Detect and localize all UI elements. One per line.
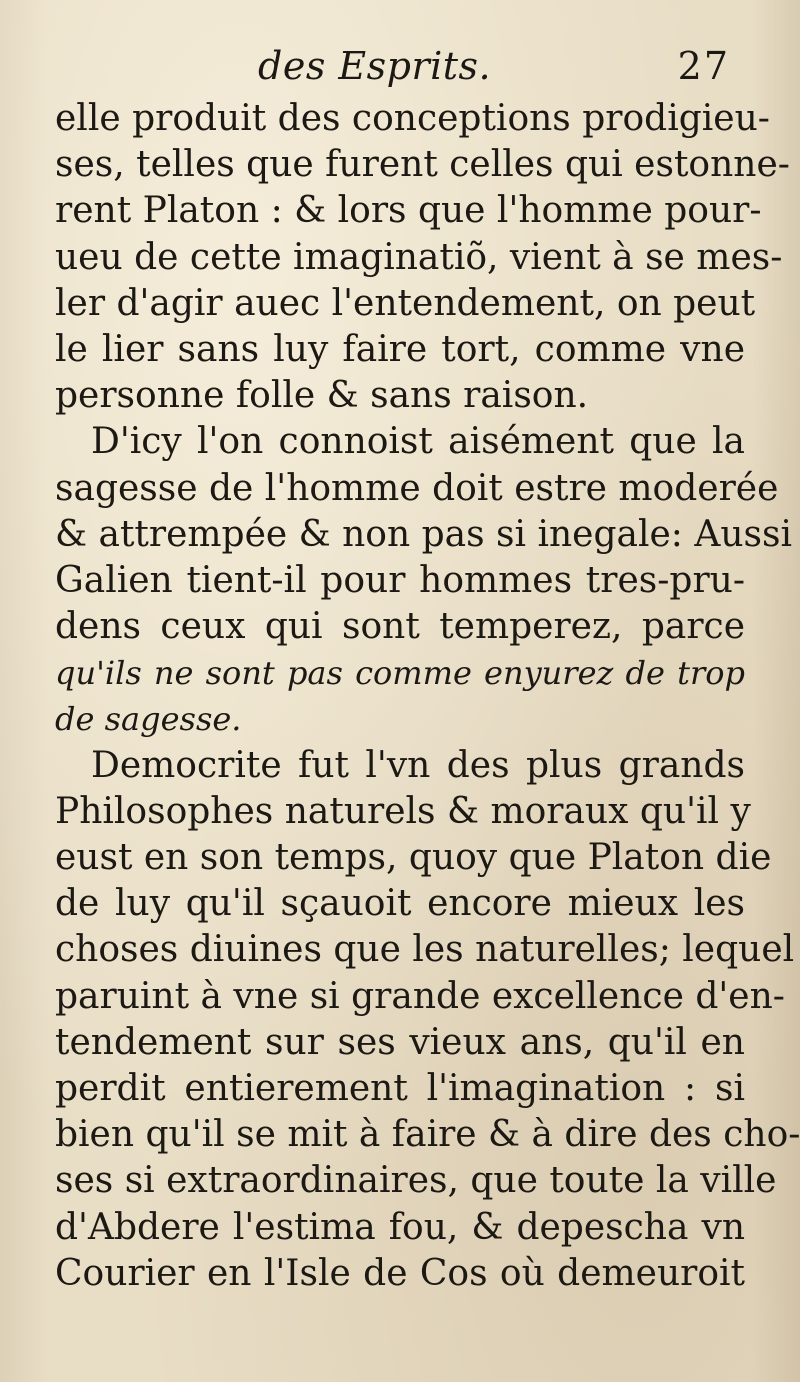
page-number: 27 [677, 44, 730, 88]
text-line: rent Platon : & lors que l'homme pour- [55, 190, 762, 232]
text-line: elle produit des conceptions prodigieu- [55, 98, 770, 139]
running-head: des Esprits. [258, 44, 492, 88]
text-line: perdit entierement l'imagination : si [55, 1067, 745, 1109]
text-line: personne folle & sans raison. [55, 375, 589, 417]
text-line: & attrempée & non pas si inegale: Aussi [55, 513, 793, 555]
text-line: paruint à vne si grande excellence d'en- [55, 975, 785, 1017]
text-line: ses si extraordinaires, que toute la ville [55, 1160, 777, 1202]
text-line: eust en son temps, quoy que Platon die [55, 837, 772, 878]
text-line: Philosophes naturels & moraux qu'il y [55, 790, 751, 832]
text-line: dens ceux qui sont temperez, parce [55, 606, 745, 648]
text-line: de luy qu'il sçauoit encore mieux les [55, 883, 745, 925]
text-line: tendement sur ses vieux ans, qu'il en [55, 1021, 745, 1063]
page-header [100, 40, 730, 94]
text-line: d'Abdere l'estima fou, & depescha vn [55, 1206, 745, 1248]
text-line: le lier sans luy faire tort, comme vne [55, 328, 745, 370]
text-line: ueu de cette imaginatiõ, vient à se mes- [55, 236, 783, 278]
text-line: ler d'agir auec l'entendement, on peut [55, 282, 756, 324]
paragraph-start-line: D'icy l'on connoist aisément que la [91, 421, 745, 463]
body-text [55, 96, 800, 1297]
text-line: sagesse de l'homme doit estre moderée [55, 467, 779, 509]
text-line: choses diuines que les naturelles; lequel [55, 929, 795, 971]
text-line: ses, telles que furent celles qui estonne- [55, 144, 790, 186]
text-line: Courier en l'Isle de Cos où demeuroit [55, 1252, 745, 1294]
text-line: bien qu'il se mit à faire & à dire des cho- [55, 1114, 800, 1156]
paragraph-start-line: Democrite fut l'vn des plus grands [91, 744, 745, 786]
italic-quote-line: de sagesse. [55, 700, 242, 739]
text-line: Galien tient-il pour hommes tres-pru- [55, 559, 745, 601]
italic-quote-line: qu'ils ne sont pas comme enyurez de trop [55, 654, 745, 693]
